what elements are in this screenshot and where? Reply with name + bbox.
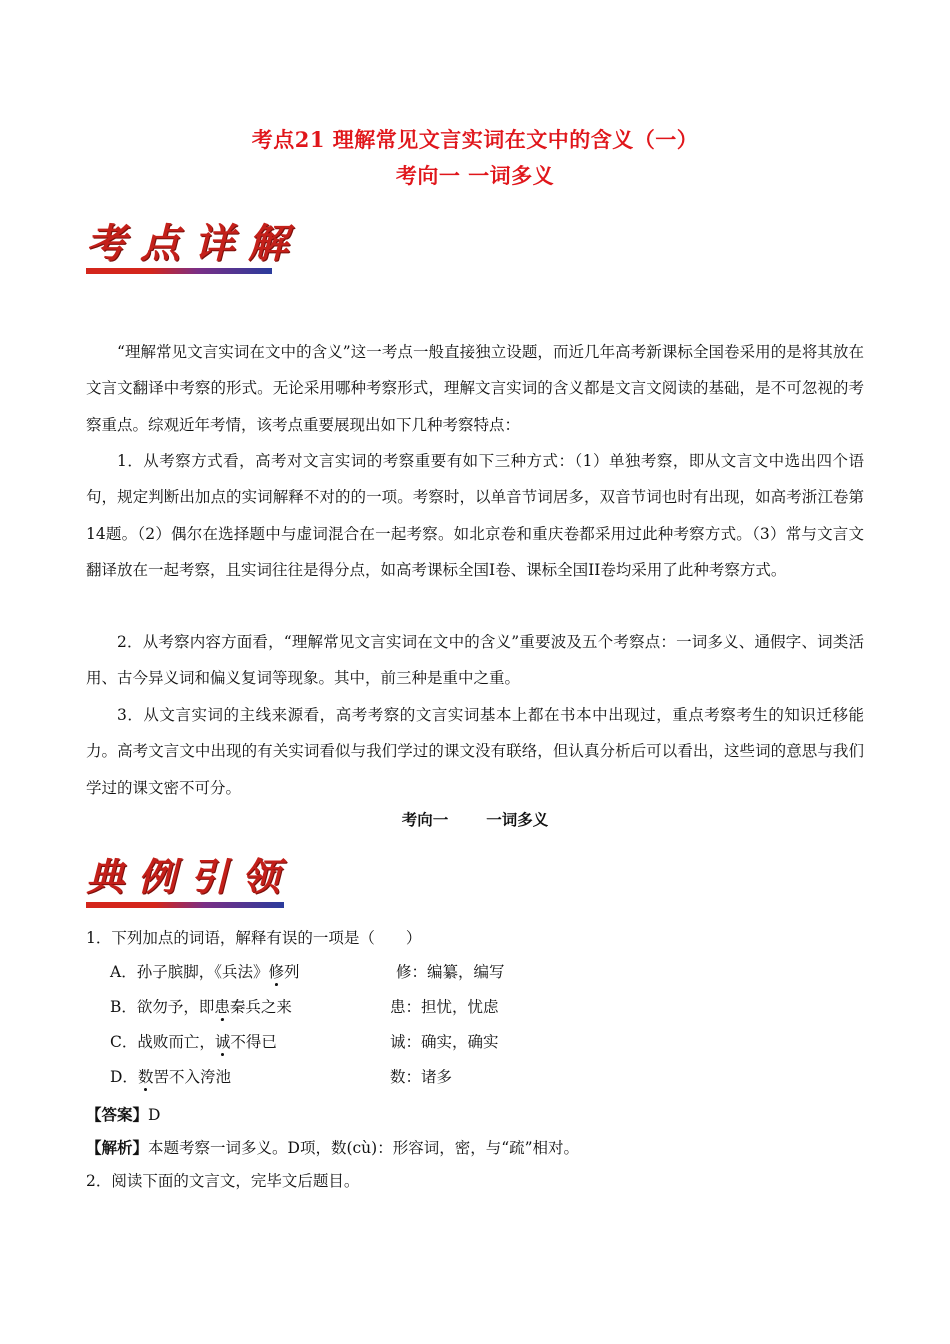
option-a-dotted-word: 修: [268, 963, 284, 981]
option-a-meaning: 修：编纂，编写: [396, 963, 505, 981]
point-1-paragraph: [86, 443, 864, 589]
page-title: 考点21 理解常见文言实词在文中的含义（一）: [251, 127, 699, 152]
point-3-paragraph: [86, 697, 864, 806]
analysis-label: 【解析】: [86, 1138, 149, 1157]
analysis-text: 本题考察一词多义。D项，数(cù)：形容词，密，与“疏”相对。: [148, 1139, 580, 1157]
option-d-meaning: 数：诸多: [390, 1068, 453, 1086]
option-c-dotted-word: 诚: [214, 1033, 231, 1051]
answer-line: [86, 1103, 160, 1125]
intro-paragraph-text: “理解常见文言实词在文中的含义”这一考点一般直接独立设题，而近几年高考新课标全国卷采用的是将其放在文言文翻译中考察的形式。无论采用哪种考察形式，理解文言实词的含义都是文言文阅读的基础，是不可忽视的考察重点。综观近年考情，该考点重要展现出如下几种考察特点：: [86, 343, 864, 434]
detail-banner: [86, 212, 302, 269]
section-heading-part2: 一词多义: [486, 810, 549, 829]
example-banner-bar: [86, 902, 284, 908]
option-b-meaning: 患：担忧，忧虑: [390, 998, 499, 1016]
option-c-after: 不得已: [230, 1033, 277, 1051]
example-banner-text: 典例引领: [86, 854, 295, 899]
option-b-after: 秦兵之来: [229, 998, 292, 1016]
option-b: [110, 995, 292, 1025]
option-b-label: B．: [110, 998, 137, 1016]
answer-value: D: [148, 1106, 161, 1124]
point-1-text: 1．从考察方式看，高考对文言实词的考察重要有如下三种方式：（1）单独考察，即从文言文中选出四个语句，规定判断出加点的实词解释不对的的一项。考察时，以单音节词居多，双音节词也时有出现，如高考浙江卷第14题。（2）偶尔在选择题中与虚词混合在一起考察。如北京卷和重庆卷都采用过此种考察方式。（3）常与文言文翻译放在一起考察，且实词往往是得分点，如高考课标全国Ⅰ卷、课标全国II卷均采用了此种考察方式。: [86, 452, 864, 580]
point-2-paragraph: [86, 624, 864, 697]
option-a-before: 孙子膑脚，《兵法》: [136, 963, 269, 981]
option-c-before: 战败而亡，: [137, 1033, 215, 1051]
intro-paragraph: [86, 334, 864, 443]
option-a: [110, 960, 300, 990]
option-a-label: A．: [110, 963, 137, 981]
option-d-dotted-word: 数: [137, 1068, 154, 1086]
point-3-text: 3．从文言实词的主线来源看，高考考察的文言实词基本上都在书本中出现过，重点考察考生的知识迁移能力。高考文言文中出现的有关实词看似与我们学过的课文没有联络，但认真分析后可以看出，这些词的意思与我们学过的课文密不可分。: [86, 706, 864, 797]
detail-banner-text: 考点详解: [86, 220, 302, 267]
page-subtitle: 考向一 一词多义: [395, 163, 555, 188]
detail-banner-bar: [86, 268, 272, 274]
option-c-label: C．: [110, 1033, 138, 1051]
option-b-dotted-word: 患: [214, 998, 230, 1016]
point-2-text: 2．从考察内容方面看，“理解常见文言实词在文中的含义”重要波及五个考察点：一词多义、通假字、词类活用、古今异义词和偏义复词等现象。其中，前三种是重中之重。: [86, 633, 864, 688]
answer-label: 【答案】: [86, 1105, 149, 1124]
example-banner: [86, 846, 294, 901]
section-heading-part1: 考向一: [401, 810, 449, 829]
option-d: [110, 1065, 231, 1095]
option-d-label: D．: [110, 1068, 138, 1086]
question-2-stem: 2．阅读下面的文言文，完毕文后题目。: [86, 1172, 360, 1190]
section-heading: [0, 808, 950, 830]
analysis-line: [86, 1136, 579, 1158]
question-1-stem: 1．下列加点的词语，解释有误的一项是（ ）: [86, 929, 422, 947]
option-b-before: 欲勿予，即: [136, 998, 215, 1016]
option-c-meaning: 诚：确实，确实: [390, 1033, 499, 1051]
option-d-after: 罟不入洿池: [153, 1068, 231, 1086]
option-c: [110, 1030, 277, 1060]
option-a-after: 列: [283, 963, 300, 981]
